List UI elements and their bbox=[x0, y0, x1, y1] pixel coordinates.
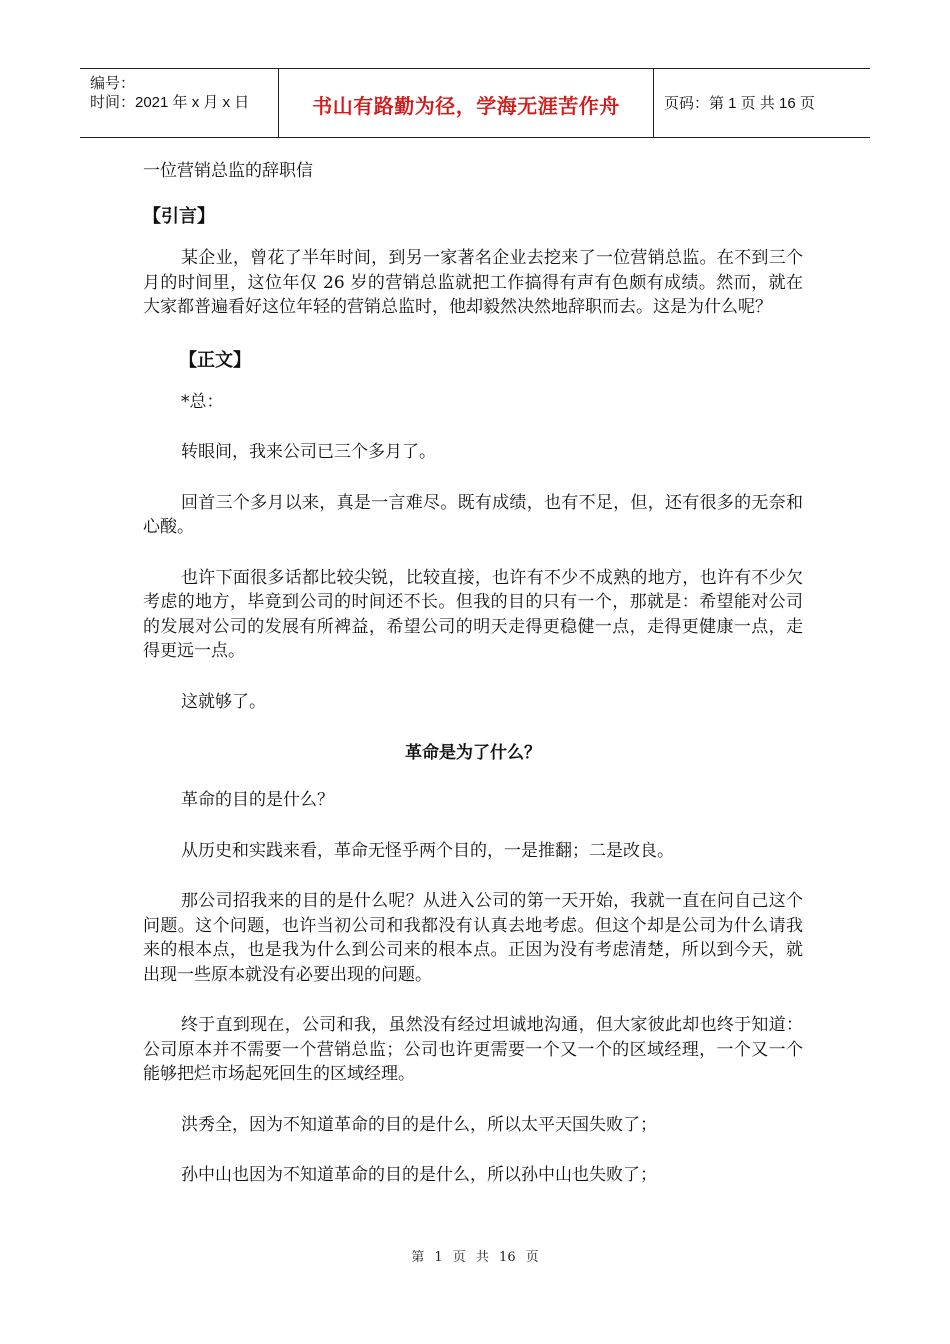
paragraph: 革命的目的是什么？ bbox=[181, 790, 334, 810]
document-body bbox=[143, 156, 803, 1214]
paragraph: 这就够了。 bbox=[181, 691, 266, 712]
paragraph-salutation: *总： bbox=[181, 391, 224, 412]
document-number-label: 编号： bbox=[90, 75, 136, 92]
paragraph: 终于直到现在，公司和我，虽然没有经过坦诚地沟通，但大家彼此却也终于知道：公司原本并不需要一个营销总监；公司也许更需要一个又一个的区域经理，一个又一个能够把烂市场起死回生的区域经理。 bbox=[143, 1015, 803, 1084]
body-section-label: 【正文】 bbox=[179, 349, 251, 371]
document-time-label: 时间：2021 年 x 月 x 日 bbox=[90, 94, 250, 111]
paragraph: 也许下面很多话都比较尖锐，比较直接，也许有不少不成熟的地方，也许有不少欠考虑的地方，毕竟到公司的时间还不长。但我的目的只有一个，那就是：希望能对公司的发展对公司的发展有所裨益，希望公司的明天走得更稳健一点，走得更健康一点，走得更远一点。 bbox=[143, 567, 803, 661]
page-footer: 第 1 页 共 16 页 bbox=[411, 1250, 539, 1265]
paragraph: 孙中山也因为不知道革命的目的是什么，所以孙中山也失败了； bbox=[181, 1165, 657, 1185]
header-meta-cell bbox=[80, 69, 279, 137]
intro-section-label: 【引言】 bbox=[143, 206, 215, 227]
paragraph: 回首三个多月以来，真是一言难尽。既有成绩，也有不足，但，还有很多的无奈和心酸。 bbox=[143, 492, 803, 537]
header-page-code: 页码：第 1 页 共 16 页 bbox=[664, 95, 815, 112]
document-title: 一位营销总监的辞职信 bbox=[143, 161, 313, 181]
header-motto: 书山有路勤为径，学海无涯苦作舟 bbox=[312, 94, 620, 118]
header-page-cell bbox=[654, 69, 870, 137]
document-header bbox=[80, 68, 870, 138]
paragraph: 那公司招我来的目的是什么呢？从进入公司的第一天开始，我就一直在问自己这个问题。这个问题，也许当初公司和我都没有认真去地考虑。但这个却是公司为什么请我来的根本点，也是我为什么到公司来的根本点。正因为没有考虑清楚，所以到今天，就出现一些原本就没有必要出现的问题。 bbox=[143, 891, 803, 985]
intro-paragraph: 某企业，曾花了半年时间，到另一家著名企业去挖来了一位营销总监。在不到三个月的时间里，这位年仅 26 岁的营销总监就把工作搞得有声有色颇有成绩。然而，就在大家都普遍看好这位年轻的营销总监时，他却毅然决然地辞职而去。这是为什么呢？ bbox=[143, 248, 803, 317]
paragraph: 转眼间，我来公司已三个多月了。 bbox=[181, 442, 436, 462]
paragraph: 从历史和实践来看，革命无怪乎两个目的，一是推翻；二是改良。 bbox=[181, 840, 674, 861]
paragraph: 洪秀全，因为不知道革命的目的是什么，所以太平天国失败了； bbox=[181, 1114, 657, 1135]
subheading: 革命是为了什么？ bbox=[405, 743, 541, 763]
header-motto-cell bbox=[279, 69, 654, 137]
